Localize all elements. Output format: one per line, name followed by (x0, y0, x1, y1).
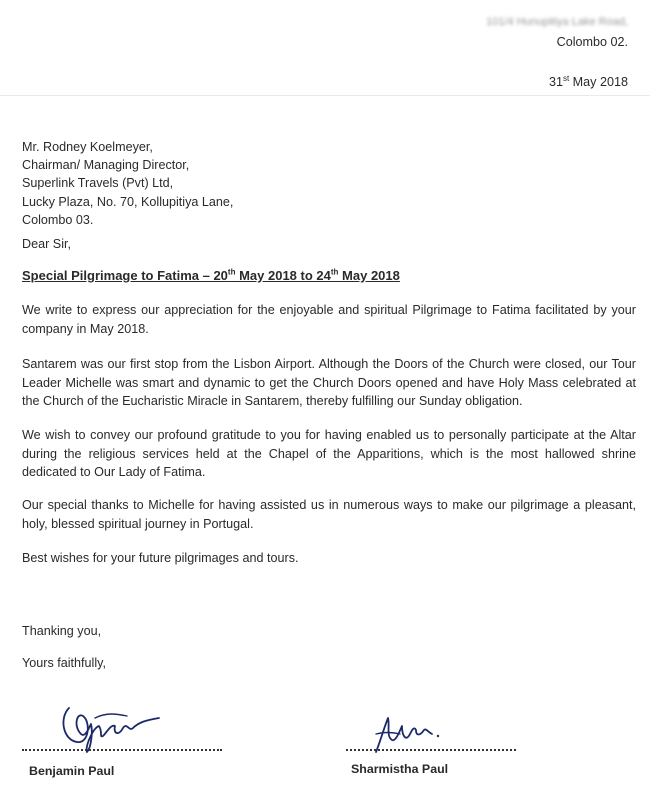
subject-sup2: th (330, 267, 339, 277)
signature-benjamin-icon (55, 698, 165, 756)
recipient-address-block (22, 138, 233, 229)
signatory-name: Sharmistha Paul (351, 762, 449, 776)
recipient-line: Lucky Plaza, No. 70, Kollupitiya Lane, (22, 194, 234, 209)
closing-thanks: Thanking you, (22, 624, 102, 638)
body-paragraph: Our special thanks to Michelle for having assisted us in numerous ways to make our pilgrimage a pleasant, holy, blessed spiritual journey in Portugal. (22, 498, 636, 531)
salutation: Dear Sir, (22, 237, 71, 251)
scan-edge-line (0, 95, 650, 96)
letter-date (549, 75, 628, 89)
date-rest: May 2018 (569, 75, 628, 89)
recipient-line: Colombo 03. (22, 212, 94, 227)
signatory-name: Benjamin Paul (29, 764, 115, 778)
recipient-line: Mr. Rodney Koelmeyer, (22, 140, 153, 154)
sender-address-city: Colombo 02. (556, 35, 628, 49)
subject-sup1: th (227, 267, 236, 277)
body-paragraph: We write to express our appreciation for the enjoyable and spiritual Pilgrimage to Fatima facilitated by your company in May 2018. (22, 303, 636, 336)
subject-part1: Special Pilgrimage to Fatima – 20 (22, 268, 228, 283)
recipient-line: Superlink Travels (Pvt) Ltd, (22, 176, 174, 191)
body-paragraph: Santarem was our first stop from the Lisbon Airport. Although the Doors of the Church were closed, our Tour Leader Michelle was smart and dynamic to get the Church Doors opened and have Holy Mass celebrated at the Church of the Eucharistic Miracle in Santarem, thereby fulfilling our Sunday obligation. (22, 357, 636, 408)
body-paragraph: Best wishes for your future pilgrimages and tours. (22, 551, 299, 565)
subject-line (22, 268, 400, 283)
recipient-line: Chairman/ Managing Director, (22, 158, 190, 173)
signature-line-benjamin (22, 749, 222, 751)
sender-address-redacted: 101/4 Hunupitiya Lake Road, (486, 16, 628, 28)
subject-part2: May 2018 to 24 (235, 268, 331, 283)
date-day: 31 (548, 75, 563, 89)
signature-line-sharmistha (346, 749, 516, 751)
date-suffix: st (562, 73, 570, 83)
body-paragraph: We wish to convey our profound gratitude to you for having enabled us to personally participate at the Altar during the religious services held at the Chapel of the Apparitions, which is the most hallowed shrine dedicated to Our Lady of Fatima. (22, 428, 636, 479)
subject-part3: May 2018 (338, 268, 400, 283)
closing-yours: Yours faithfully, (22, 656, 107, 670)
